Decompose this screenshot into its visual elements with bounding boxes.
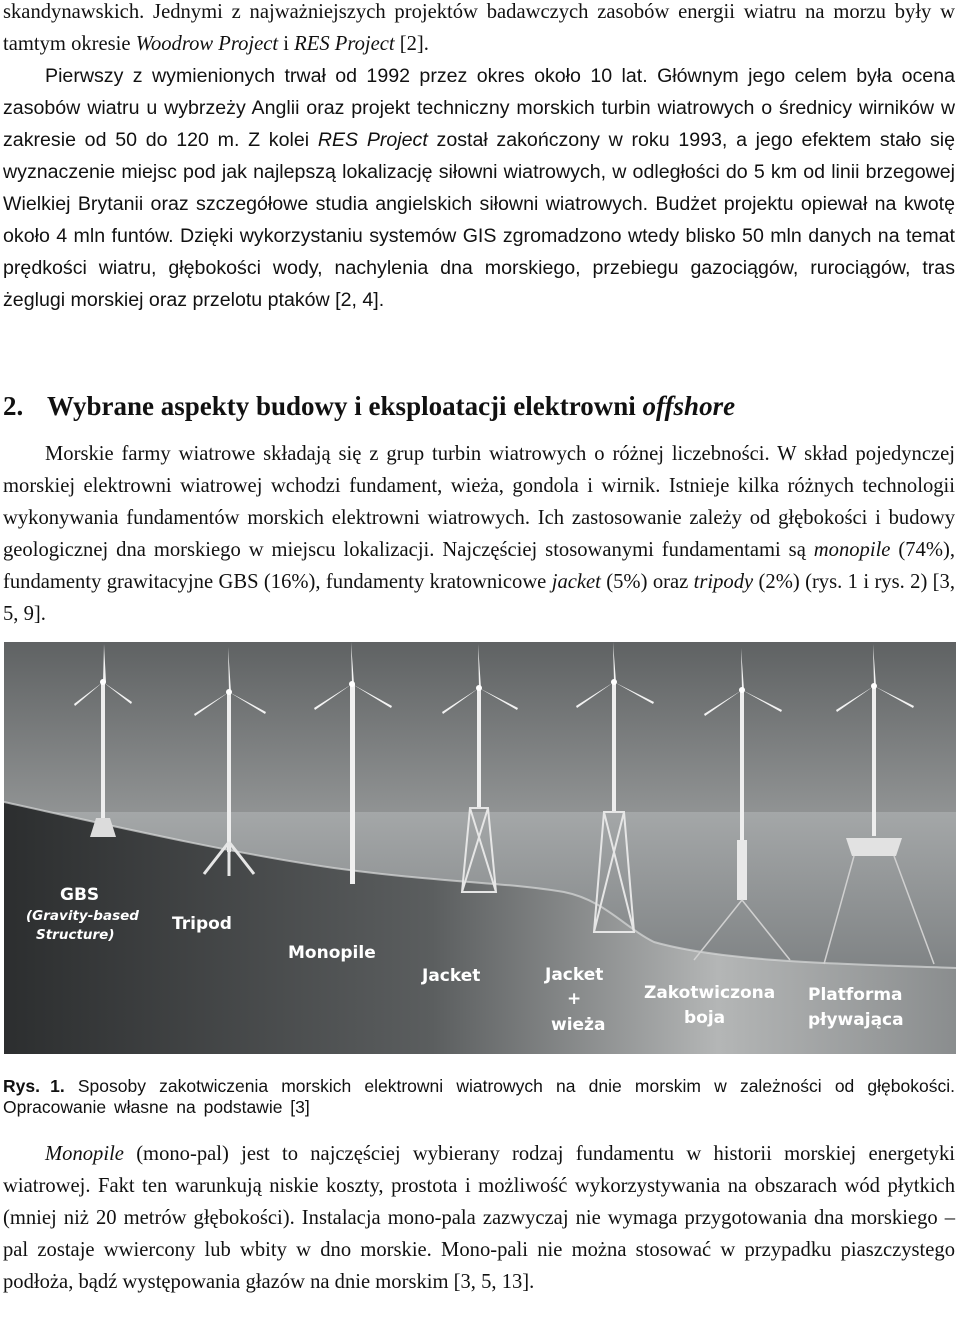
label-buoy-2: boja bbox=[684, 1008, 726, 1028]
caption-label: Rys. 1. bbox=[3, 1076, 65, 1096]
label-jacket-tower-3: wieża bbox=[551, 1015, 606, 1035]
figure-foundation-types bbox=[4, 642, 956, 1054]
text-run: został zakończony w roku 1993, a jego efektem stało się wyznaczenie miejsc pod jak najlepszą lokalizację siłowni wiatrowych, w odległości do 5 km od linii brzegowej Wielkiej Brytanii oraz szczegółowe studia angielskich siłowni wiatrowych. Budżet projektu opiewał na kwotę około 4 mln funtów. Dzięki wykorzystaniu systemów GIS zgromadzono wtedy blisko 50 mln danych na temat prędkości wiatru, głębokości wody, nachylenia dna morskiego, przebiegu gazociągów, rurociągów, tras żeglugi morskiej oraz przelotu ptaków [2, 4]. bbox=[3, 129, 956, 311]
label-monopile: Monopile bbox=[288, 943, 376, 963]
italic-term: RES Project bbox=[294, 33, 395, 55]
text-run: (mono-pal) jest to najczęściej wybierany rodzaj fundamentu w historii morskiej energetyki wiatrowej. Fakt ten warunkują niskie koszty, prostota i możliwość wykorzystywania na obszarach wód płytkich (mniej niż 20 metrów głębokości). Instalacja mono-pala zazwyczaj nie wymaga przygotowania dna morskiego – pal zostaje wwiercony lub wbity w dno morskie. Mono-pali nie można stosować w przypadku piaszczystego podłoża, bądź występowania głazów na dnie morskim [3, 5, 13]. bbox=[3, 1143, 955, 1293]
text-run: (5%) oraz bbox=[600, 571, 694, 593]
section-number: 2. bbox=[3, 391, 24, 421]
label-gbs: GBS bbox=[60, 885, 100, 905]
section-heading bbox=[3, 386, 955, 426]
italic-term: RES Project bbox=[317, 129, 428, 151]
italic-term: monopile bbox=[813, 539, 891, 561]
figure-caption bbox=[3, 1076, 955, 1118]
text-run: (2%) (rys. 1 i rys. 2) [3, 5, 9]. bbox=[3, 571, 955, 625]
paragraph-intro-continued bbox=[3, 0, 955, 60]
label-gbs-sub1: (Gravity-based bbox=[26, 908, 139, 924]
label-gbs-sub2: Structure) bbox=[36, 927, 115, 943]
label-buoy-1: Zakotwiczona bbox=[644, 983, 776, 1003]
text-run: [2]. bbox=[394, 33, 429, 55]
text-run: skandynawskich. Jednymi z najważniejszych projektów badawczych zasobów energii wiatru na morzu były w tamtym okresie bbox=[3, 1, 955, 55]
paragraph-projects bbox=[3, 60, 955, 316]
text-run: Morskie farmy wiatrowe składają się z grup turbin wiatrowych o różnej liczebności. W skład pojedynczej morskiej elektrowni wiatrowej wchodzi fundament, wieża, gondola i wirnik. Istnieje kilka różnych technologii wykonywania fundamentów morskich elektrowni wiatrowych. Ich zastosowanie zależy od głębokości i budowy geologicznej dna morskiego w miejscu lokalizacji. Najczęściej stosowanymi fundamentami są bbox=[3, 443, 955, 561]
label-jacket-tower-2: + bbox=[567, 989, 582, 1009]
paragraph-monopile bbox=[3, 1138, 955, 1298]
label-floating-2: pływająca bbox=[808, 1010, 904, 1030]
text-run: (74%), fundamenty grawitacyjne GBS (16%), fundamenty kratownicowe bbox=[3, 539, 955, 593]
italic-term: tripody bbox=[693, 571, 754, 593]
label-jacket: Jacket bbox=[422, 966, 481, 986]
paragraph-offshore-farms bbox=[3, 438, 955, 630]
label-floating-1: Platforma bbox=[808, 985, 903, 1005]
foundation-illustration bbox=[4, 642, 956, 1054]
text-run: i bbox=[278, 33, 295, 55]
label-tripod: Tripod bbox=[172, 914, 232, 934]
section-title-italic: offshore bbox=[642, 391, 736, 421]
italic-term: Monopile bbox=[45, 1143, 124, 1165]
text-run: Pierwszy z wymienionych trwał od 1992 przez okres około 10 lat. Głównym jego celem była ocena zasobów wiatru u wybrzeży Anglii oraz projekt techniczny morskich turbin wiatrowych o średnicy wirników w zakresie od 50 do 120 m. Z kolei bbox=[3, 65, 955, 151]
italic-term: jacket bbox=[551, 571, 601, 593]
caption-text: Sposoby zakotwiczenia morskich elektrowni wiatrowych na dnie morskim w zależności od głębokości. Opracowanie własne na podstawie [3] bbox=[3, 1076, 955, 1117]
section-title: Wybrane aspekty budowy i eksploatacji elektrowni bbox=[47, 391, 643, 421]
label-jacket-tower-1: Jacket bbox=[545, 965, 604, 985]
italic-term: Woodrow Project bbox=[135, 33, 279, 55]
